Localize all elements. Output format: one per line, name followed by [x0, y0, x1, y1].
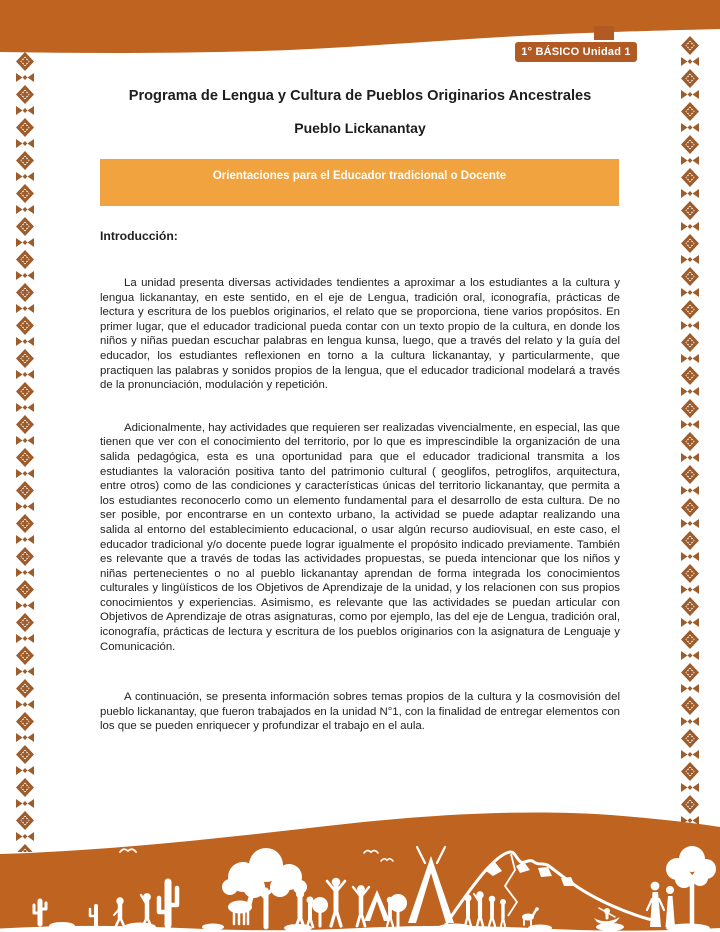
- unit-badge-label: 1° BÁSICO Unidad 1: [521, 46, 631, 58]
- left-border-pattern-icon: [16, 52, 34, 852]
- intro-heading: Introducción:: [100, 229, 178, 243]
- orientation-banner: [100, 159, 619, 206]
- paragraph-2: Adicionalmente, hay actividades que requieren ser realizadas vivencialmente, en especial, las que tienen que ver con el conocimiento del territorio, por lo que es imprescindible la organización de una salida pedagógica, esta es una oportunidad para que el educador tradicional transmita a los estudiantes la valoración positiva tanto del patrimonio cultural ( geoglifos, petroglifos, arquitectura, entre otros) como de las condiciones y características únicas del territorio lickanantay, que permita a los estudiantes reconocerlo como un elemento fundamental para el desarrollo de esta cultura. De no ser posible, por encontrarse en un contexto urbano, la actividad se puede adaptar realizando una salida al entorno del establecimiento educacional, o usar algún recurso audiovisual, en este caso, el educador tradicional y/o docente puede lograr igualmente el propósito indicado previamente. También es relevante que a través de todas las actividades propuestas, se pueda intencionar que los niños y niñas pertenecientes o no al pueblo lickanantay aprendan de forma integrada los conocimientos culturales y lingüísticos de los Objetivos de Aprendizaje de la unidad, y los relacionen con sus propios conocimientos y experiencias. Asimismo, es relevante que las actividades se puedan articular con Objetivos de Aprendizaje de otras asignaturas, como por ejemplo, las del eje de Lengua, tradición oral, iconografía, prácticas de lectura y escritura de los pueblos originarios con la asignatura de Lenguaje y Comunicación.: [100, 421, 620, 653]
- page-subtitle: Pueblo Lickanantay: [294, 120, 426, 136]
- paragraph-3: A continuación, se presenta información sobres temas propios de la cultura y la cosmovisión del pueblo lickanantay, que fueron trabajados en la unidad N°1, con la finalidad de entregar elementos con los que se pueden enriquecer y profundizar el trabajo en el aula.: [100, 691, 620, 733]
- document-body: [100, 229, 620, 762]
- right-border-pattern-icon: [681, 36, 699, 826]
- page-title: Programa de Lengua y Cultura de Pueblos Originarios Ancestrales: [128, 88, 592, 104]
- paragraph-1: La unidad presenta diversas actividades tendientes a aproximar a los estudiantes a la cultura y lengua lickanantay, en este sentido, en el eje de Lengua, tradición oral, iconografía, prácticas de lectura y escritura de los pueblos originarios, el relato que se proporciona, tiene varios propósitos. En primer lugar, que el educador tradicional pueda contar con un texto propio de la cultura, en donde los niños y niñas puedan escuchar palabras en lengua kunsa, luego, que a través del relato y la guía del educador, los estudiantes reflexionen en torno a la cultura lickanantay, y particularmente, que practiquen las palabras y sonidos propios de la lengua, que el educador tradicional modelará a través de la pronunciación, modulación y repetición.: [100, 277, 620, 392]
- footer-illustration: [0, 777, 720, 932]
- orientation-banner-label: Orientaciones para el Educador tradicional o Docente: [212, 170, 507, 182]
- unit-badge: [513, 40, 639, 64]
